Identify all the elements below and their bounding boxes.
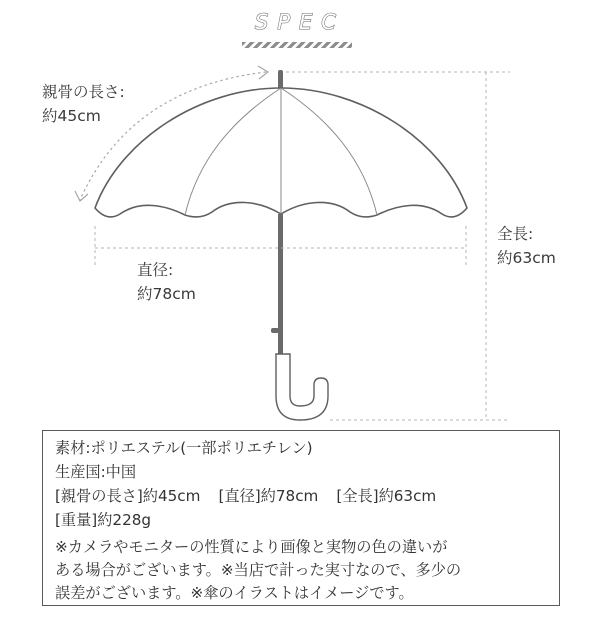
total-length-value: 約63cm <box>497 249 556 267</box>
spec-heading: SPEC <box>255 10 345 34</box>
spec-info-box <box>42 430 560 606</box>
note-line: 誤差がございます。※傘のイラストはイメージです。 <box>55 584 414 602</box>
diameter-spec: [直径]約78cm <box>218 487 319 505</box>
weight-row: [重量]約228g <box>55 511 152 529</box>
material-row: 素材:ポリエステル(一部ポリエチレン) <box>55 439 313 457</box>
rib-length-value: 約45cm <box>42 107 101 125</box>
rib-length-spec: [親骨の長さ]約45cm <box>55 487 201 505</box>
total-length-spec: [全長]約63cm <box>336 487 437 505</box>
disclaimer-note <box>55 536 547 605</box>
diameter-label <box>137 258 196 306</box>
total-length-label <box>497 222 556 270</box>
shaft-runner <box>271 328 279 333</box>
diameter-value: 約78cm <box>137 285 196 303</box>
note-line: ※カメラやモニターの性質により画像と実物の色の違いが <box>55 538 448 556</box>
umbrella-shaft <box>278 214 283 354</box>
diameter-title: 直径: <box>137 261 174 279</box>
dimensions-row <box>55 484 547 508</box>
umbrella-handle <box>276 354 328 420</box>
origin-row: 生産国:中国 <box>55 463 137 481</box>
rib-length-title: 親骨の長さ: <box>42 83 125 101</box>
rib-length-label <box>42 80 125 128</box>
total-length-title: 全長: <box>497 225 534 243</box>
note-line: ある場合がございます。※当店で計った実寸なので、多少の <box>55 561 462 579</box>
